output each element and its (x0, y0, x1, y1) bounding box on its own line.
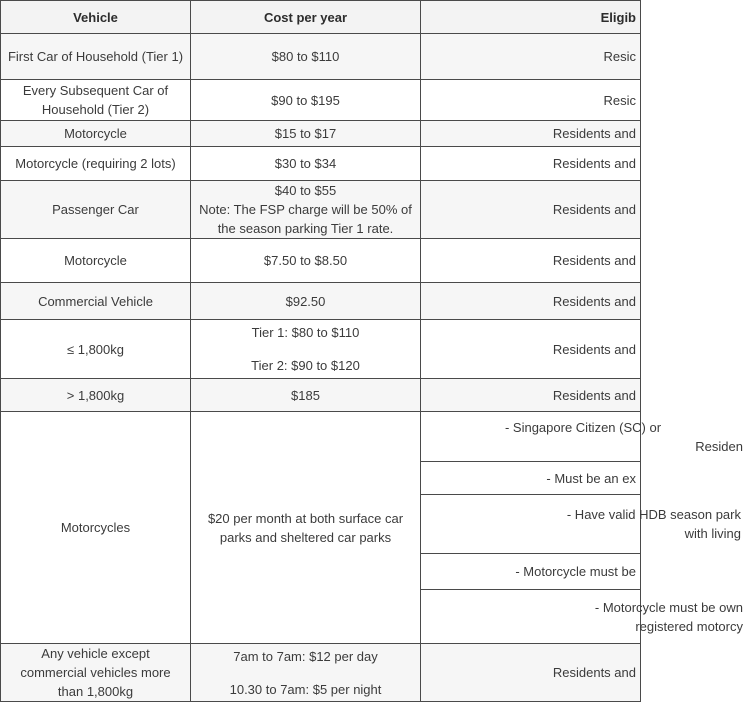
eligibility-cell: Residents and (421, 379, 641, 412)
eligibility-cell: Residents and (421, 147, 641, 181)
eligibility-item: - Singapore Citizen (SC) or Residen (421, 412, 641, 462)
vehicle-cell: > 1,800kg (1, 379, 191, 412)
header-row (1, 1, 641, 34)
tier-2-cost: Tier 2: $90 to $120 (251, 358, 360, 373)
vehicle-cell: Commercial Vehicle (1, 283, 191, 320)
vehicle-cell: First Car of Household (Tier 1) (1, 34, 191, 80)
eligibility-item: - Must be an ex (421, 462, 641, 495)
cost-cell (191, 181, 421, 239)
cost-cell: $20 per month at both surface car parks and sheltered car parks (191, 412, 421, 644)
table-row (1, 379, 641, 412)
tier-1-cost: Tier 1: $80 to $110 (251, 325, 360, 340)
vehicle-cell: Motorcycle (1, 121, 191, 147)
vehicle-cell: Passenger Car (1, 181, 191, 239)
eligibility-cell: Residents and (421, 239, 641, 283)
table-row (1, 147, 641, 181)
table-row (1, 80, 641, 121)
cost-cell: $15 to $17 (191, 121, 421, 147)
vehicle-cell: ≤ 1,800kg (1, 320, 191, 379)
eligibility-cell: Residents and (421, 181, 641, 239)
table-row (1, 121, 641, 147)
vehicle-cell: Any vehicle except commercial vehicles more than 1,800kg (1, 644, 191, 702)
table-row (1, 34, 641, 80)
cost-cell: $90 to $195 (191, 80, 421, 121)
vehicle-cell: Motorcycle (1, 239, 191, 283)
cost-cell: $7.50 to $8.50 (191, 239, 421, 283)
table-row (1, 644, 641, 702)
cost-column-header: Cost per year (191, 1, 421, 34)
cost-cell: $80 to $110 (191, 34, 421, 80)
table-row (1, 320, 641, 379)
cost-cell (191, 644, 421, 702)
eligibility-cell: Resic (421, 80, 641, 121)
cost-range: $40 to $55 (274, 183, 337, 198)
cost-cell: $92.50 (191, 283, 421, 320)
eligibility-column-header: Eligib (421, 1, 641, 34)
cost-cell (191, 320, 421, 379)
eligibility-item: - Motorcycle must be own registered motorcy (421, 590, 641, 644)
cost-cell: $30 to $34 (191, 147, 421, 181)
fsp-note: Note: The FSP charge will be 50% of the season parking Tier 1 rate. (199, 202, 412, 236)
eligibility-cell: Residents and (421, 320, 641, 379)
vehicle-column-header: Vehicle (1, 1, 191, 34)
daily-rate: 7am to 7am: $12 per day (233, 648, 378, 664)
table-row (1, 412, 641, 462)
vehicle-cell: Every Subsequent Car of Household (Tier 2) (1, 80, 191, 121)
table-row (1, 181, 641, 239)
vehicle-cell: Motorcycles (1, 412, 191, 644)
night-rate: 10.30 to 7am: $5 per night (229, 681, 382, 697)
eligibility-cell: Residents and (421, 121, 641, 147)
cost-cell: $185 (191, 379, 421, 412)
eligibility-item: - Have valid HDB season park with living (421, 495, 641, 554)
eligibility-cell: Residents and (421, 283, 641, 320)
eligibility-cell: Resic (421, 34, 641, 80)
table-row (1, 283, 641, 320)
eligibility-item: - Motorcycle must be (421, 554, 641, 590)
vehicle-cell: Motorcycle (requiring 2 lots) (1, 147, 191, 181)
table-row (1, 239, 641, 283)
eligibility-cell: Residents and (421, 644, 641, 702)
